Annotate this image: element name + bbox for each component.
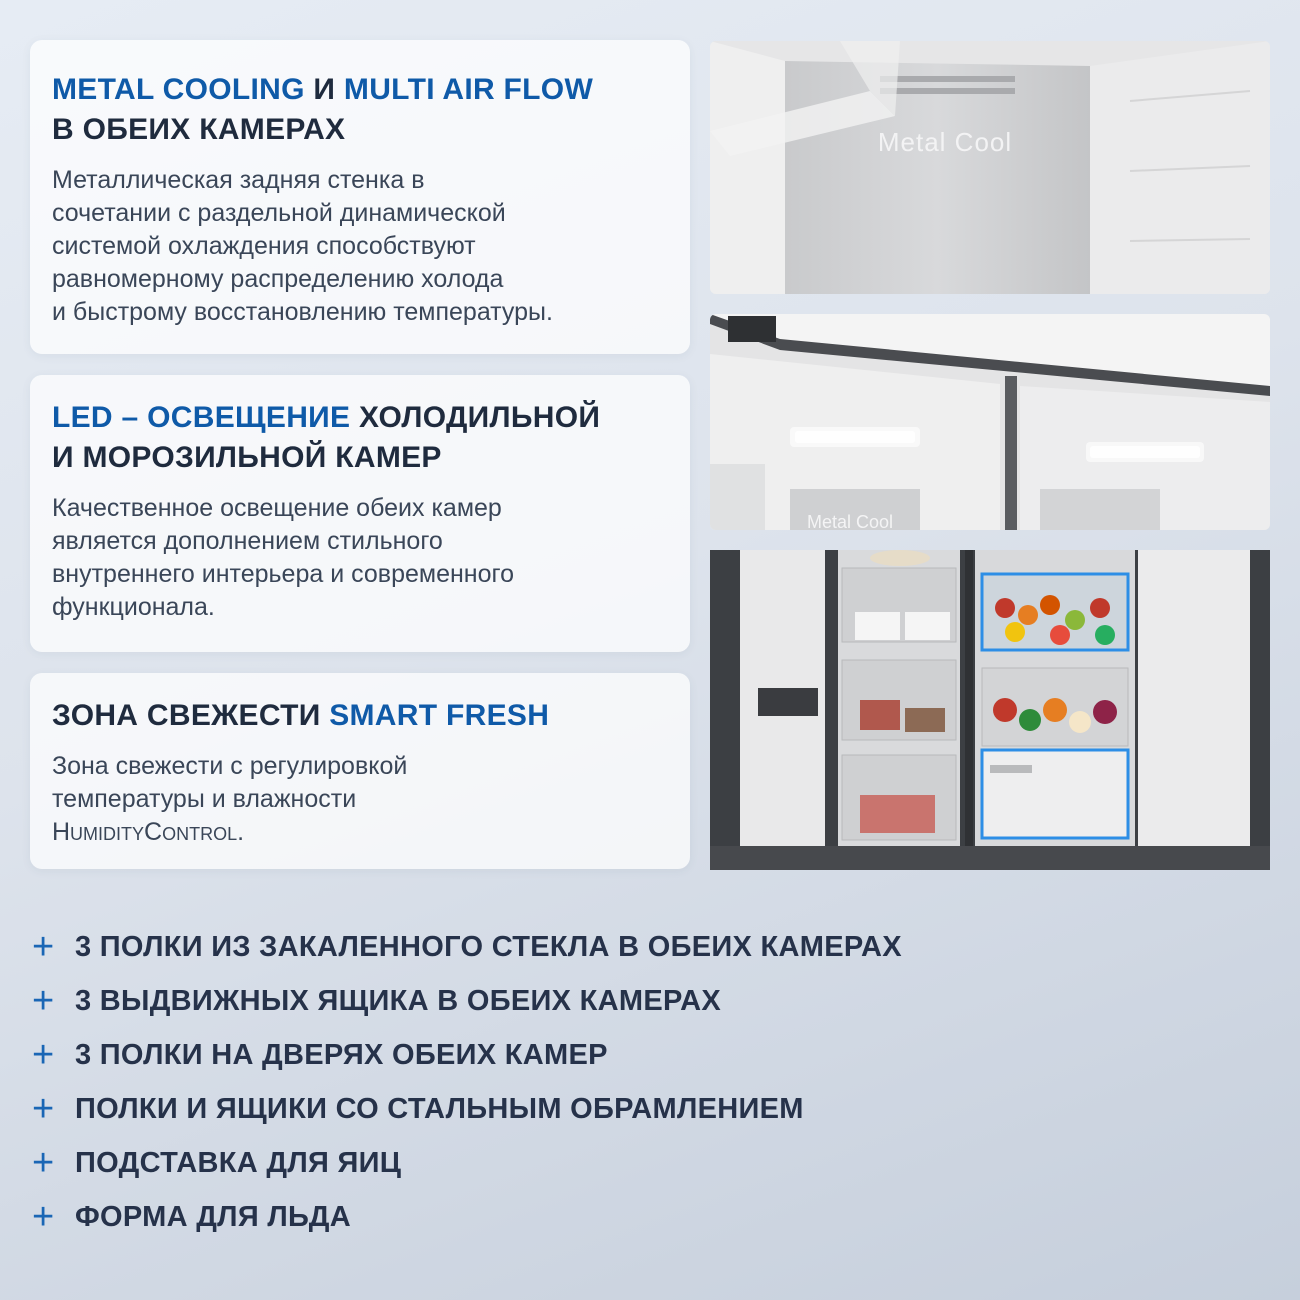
feature-label: 3 ПОЛКИ НА ДВЕРЯХ ОБЕИХ КАМЕР <box>75 1038 608 1071</box>
feature-card-smart-fresh <box>30 673 690 869</box>
heading-accent: MULTI AIR FLOW <box>343 73 594 106</box>
card-heading <box>52 398 668 478</box>
card-body <box>52 750 668 849</box>
list-item <box>30 1028 1270 1082</box>
body-line: внутреннего интерьера и современного <box>52 560 514 588</box>
heading-text: И МОРОЗИЛЬНОЙ КАМЕР <box>52 441 442 474</box>
heading-accent: METAL COOLING <box>52 73 305 106</box>
heading-text: В ОБЕИХ КАМЕРАХ <box>52 113 346 146</box>
body-line: температуры и влажности <box>52 785 357 813</box>
feature-card-metal-cooling <box>30 40 690 354</box>
metal-cool-label-small: Metal Cool <box>806 512 894 530</box>
led-lighting-illustration <box>710 314 1270 530</box>
metal-cool-label: Metal Cool <box>877 127 1013 157</box>
body-line: равномерному распределению холода <box>52 265 504 293</box>
body-line: и быстрому восстановлению температуры. <box>52 298 553 326</box>
body-line: Металлическая задняя стенка в <box>52 166 425 194</box>
card-body <box>52 164 668 329</box>
plus-icon: + <box>32 1088 55 1130</box>
led-lighting-photo <box>710 314 1270 530</box>
plus-icon: + <box>32 1196 55 1238</box>
heading-accent: LED – ОСВЕЩЕНИЕ <box>52 401 351 434</box>
feature-label: 3 ПОЛКИ ИЗ ЗАКАЛЕННОГО СТЕКЛА В ОБЕИХ КАМЕРАХ <box>75 930 902 963</box>
plus-icon: + <box>32 980 55 1022</box>
body-line: системой охлаждения способствуют <box>52 232 476 260</box>
body-line: сочетании с раздельной динамической <box>52 199 506 227</box>
metal-cool-illustration <box>710 41 1270 294</box>
body-line: является дополнением стильного <box>52 527 443 555</box>
plus-icon: + <box>32 926 55 968</box>
feature-label: ПОДСТАВКА ДЛЯ ЯИЦ <box>75 1146 402 1179</box>
body-line: Качественное освещение обеих камер <box>52 494 502 522</box>
heading-text: И <box>304 73 344 106</box>
card-heading <box>52 70 668 150</box>
list-item <box>30 1136 1270 1190</box>
body-line-brand: HumidityControl. <box>52 818 245 846</box>
feature-list <box>30 920 1270 1244</box>
plus-icon: + <box>32 1034 55 1076</box>
metal-cool-photo <box>710 41 1270 294</box>
body-line: Зона свежести с регулировкой <box>52 752 408 780</box>
list-item <box>30 1190 1270 1244</box>
body-line: функционала. <box>52 593 215 621</box>
feature-label: ФОРМА ДЛЯ ЛЬДА <box>75 1200 351 1233</box>
fridge-interior-illustration <box>710 550 1270 870</box>
heading-accent: SMART FRESH <box>329 699 550 732</box>
card-heading <box>52 696 668 736</box>
feature-label: ПОЛКИ И ЯЩИКИ СО СТАЛЬНЫМ ОБРАМЛЕНИЕМ <box>75 1092 804 1125</box>
list-item <box>30 920 1270 974</box>
heading-text: ЗОНА СВЕЖЕСТИ <box>52 699 330 732</box>
smart-fresh-photo <box>710 550 1270 870</box>
heading-text: ХОЛОДИЛЬНОЙ <box>350 401 601 434</box>
feature-label: 3 ВЫДВИЖНЫХ ЯЩИКА В ОБЕИХ КАМЕРАХ <box>75 984 721 1017</box>
plus-icon: + <box>32 1142 55 1184</box>
card-body <box>52 492 668 624</box>
feature-card-led-lighting <box>30 375 690 652</box>
list-item <box>30 974 1270 1028</box>
list-item <box>30 1082 1270 1136</box>
